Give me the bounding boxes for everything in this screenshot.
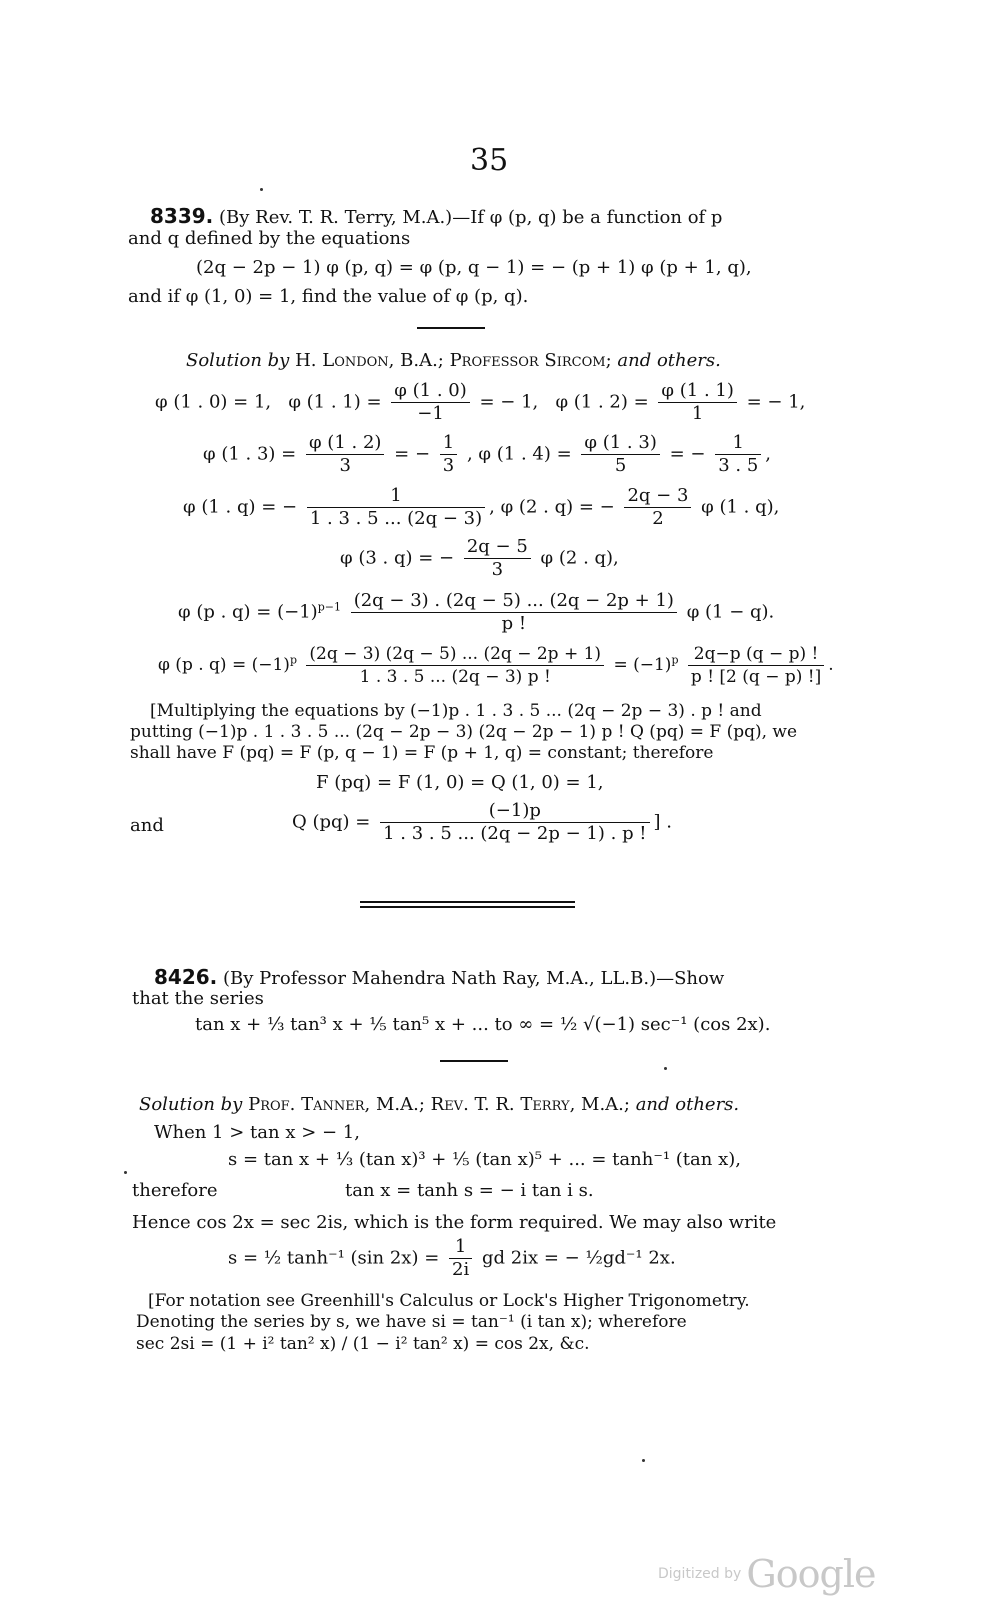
formula-text: φ (3 . q) = −: [340, 547, 455, 569]
exponent: p: [671, 653, 679, 667]
denominator: 3: [491, 559, 504, 580]
solution-line: Hence cos 2x = sec 2is, which is the form required. We may also write: [132, 1212, 777, 1233]
solution-line: When 1 > tan x > − 1,: [154, 1122, 360, 1143]
formula-text: = (−1): [613, 655, 672, 675]
exponent: p: [289, 653, 297, 667]
short-rule: [440, 1060, 508, 1062]
exponent: p−1: [317, 600, 341, 614]
fraction: [658, 380, 736, 425]
formula-row-3: [183, 485, 779, 530]
and-label: and: [130, 815, 164, 836]
digitized-watermark: [658, 1552, 875, 1596]
formula-q-pq: [292, 800, 672, 845]
denominator: 2: [652, 508, 664, 529]
formula-gd: [228, 1236, 676, 1281]
numerator: 2q−p (q − p) !: [688, 643, 824, 666]
numerator: (2q − 3) . (2q − 5) ... (2q − 2p + 1): [351, 590, 677, 613]
print-speck: [664, 1067, 667, 1070]
formula-text: ] .: [653, 811, 673, 833]
question-8426-line2: that the series: [132, 988, 264, 1009]
fraction: [391, 380, 469, 425]
denominator: p ! [2 (q − p) !]: [690, 667, 822, 687]
formula-text: = −: [669, 443, 706, 465]
question-number: 8339.: [150, 204, 214, 228]
question-8339-line1: [150, 205, 722, 229]
denominator: 1 . 3 . 5 ... (2q − 3): [309, 508, 483, 529]
notation-line1: [For notation see Greenhill's Calculus or Lock's Higher Trigonometry.: [148, 1291, 750, 1311]
denominator: −1: [417, 403, 444, 424]
print-speck: [260, 188, 263, 191]
question-number: 8426.: [154, 965, 218, 989]
solution-heading: [186, 350, 721, 372]
formula-text: = − 1,: [479, 391, 539, 413]
formula-text: , φ (1 . 4) =: [466, 443, 572, 465]
formula-text: φ (1 . 3) =: [203, 443, 297, 465]
denominator: 1 . 3 . 5 ... (2q − 3) p !: [359, 667, 551, 687]
fraction: [449, 1236, 472, 1281]
denominator: 1 . 3 . 5 ... (2q − 2p − 1) . p !: [383, 823, 647, 844]
numerator: 1: [440, 432, 457, 455]
fraction: [306, 643, 604, 688]
formula-text: φ (1 . 2) =: [555, 391, 649, 413]
formula-text: ,: [765, 443, 772, 465]
solution-others: and others.: [635, 1094, 740, 1115]
numerator: φ (1 . 0): [391, 380, 469, 403]
fraction: [688, 643, 824, 688]
watermark-prefix: Digitized by: [658, 1566, 742, 1582]
solution-by-label: Solution by: [186, 350, 290, 371]
solution-authors: Prof. Tanner, M.A.; Rev. T. R. Terry, M.A.;: [248, 1094, 630, 1115]
solution-by-label: Solution by: [139, 1094, 243, 1115]
solution-others: and others.: [617, 350, 721, 371]
notation-line3: sec 2si = (1 + i² tan² x) / (1 − i² tan² x) = cos 2x, &c.: [136, 1334, 590, 1354]
double-rule-top: [360, 901, 575, 903]
formula-row-2: [203, 432, 771, 477]
numerator: φ (1 . 3): [581, 432, 659, 455]
numerator: 1: [715, 432, 761, 455]
question-8339-line2: and q defined by the equations: [128, 228, 411, 249]
question-8426-line1: [154, 966, 724, 990]
formula-row-4: [340, 536, 619, 581]
question-text: (By Rev. T. R. Terry, M.A.)—If φ (p, q) be a function of p: [219, 207, 723, 228]
solution-line: s = tan x + ⅓ (tan x)³ + ⅕ (tan x)⁵ + ... = tanh⁻¹ (tan x),: [228, 1149, 741, 1170]
formula-row-5: [178, 590, 774, 635]
fraction: [715, 432, 761, 477]
denominator: 5: [614, 455, 627, 476]
solution-line: tan x = tanh s = − i tan i s.: [345, 1180, 594, 1201]
question-8339-line3: and if φ (1, 0) = 1, find the value of φ (p, q).: [128, 286, 529, 307]
formula-text: φ (2 . q),: [540, 547, 619, 569]
fraction: [306, 432, 384, 477]
numerator: (−1)p: [380, 800, 649, 823]
denominator: 3: [442, 455, 455, 476]
bracket-para-line3: shall have F (pq) = F (p, q − 1) = F (p + 1, q) = constant; therefore: [130, 743, 714, 763]
formula-text: gd 2ix = − ½gd⁻¹ 2x.: [481, 1247, 676, 1269]
formula-text: = −: [394, 443, 431, 465]
fraction: [351, 590, 677, 635]
numerator: φ (1 . 1): [658, 380, 736, 403]
formula-text: φ (1 . 1) =: [288, 391, 382, 413]
bracket-para-line2: putting (−1)p . 1 . 3 . 5 ... (2q − 2p − 3) (2q − 2p − 1) p ! Q (pq) = F (pq), we: [130, 722, 798, 742]
fraction: [464, 536, 531, 581]
numerator: 1: [449, 1236, 472, 1259]
numerator: φ (1 . 2): [306, 432, 384, 455]
formula-text: φ (1 . 0) = 1,: [155, 391, 272, 413]
formula-text: φ (p . q) = (−1): [158, 655, 290, 675]
solution-authors: H. London, B.A.; Professor Sircom;: [295, 350, 612, 371]
denominator: 1: [691, 403, 704, 424]
bracket-para-line4: F (pq) = F (1, 0) = Q (1, 0) = 1,: [316, 772, 604, 793]
formula-text: φ (1 − q).: [686, 601, 775, 623]
solution-heading: [139, 1094, 739, 1116]
fraction: [440, 432, 457, 477]
double-rule-bottom: [360, 906, 575, 908]
numerator: (2q − 3) (2q − 5) ... (2q − 2p + 1): [306, 643, 604, 666]
numerator: 2q − 3: [624, 485, 691, 508]
fraction: [624, 485, 691, 530]
short-rule: [417, 327, 485, 329]
formula-row-1: [155, 380, 805, 425]
question-8426-equation: tan x + ⅓ tan³ x + ⅕ tan⁵ x + ... to ∞ = ½ √(−1) sec⁻¹ (cos 2x).: [195, 1014, 771, 1035]
google-logo: Google: [746, 1552, 876, 1596]
formula-text: φ (1 . q),: [701, 496, 780, 518]
therefore-label: therefore: [132, 1180, 218, 1201]
formula-row-6: [158, 643, 834, 688]
question-text: (By Professor Mahendra Nath Ray, M.A., LL.B.)—Show: [223, 968, 725, 989]
notation-line2: Denoting the series by s, we have si = tan⁻¹ (i tan x); wherefore: [136, 1312, 687, 1332]
formula-text: .: [828, 655, 834, 675]
formula-text: s = ½ tanh⁻¹ (sin 2x) =: [228, 1247, 440, 1269]
denominator: 3: [339, 455, 351, 476]
print-speck: [642, 1459, 645, 1462]
print-speck: [124, 1171, 127, 1174]
bracket-para-line1: [Multiplying the equations by (−1)p . 1 . 3 . 5 ... (2q − 2p − 3) . p ! and: [150, 701, 762, 721]
fraction: [380, 800, 649, 845]
page-number: 35: [470, 143, 509, 178]
question-8339-equation: (2q − 2p − 1) φ (p, q) = φ (p, q − 1) = − (p + 1) φ (p + 1, q),: [196, 257, 752, 278]
denominator: 3 . 5: [718, 455, 759, 476]
numerator: 2q − 5: [464, 536, 531, 559]
formula-text: φ (p . q) = (−1): [178, 601, 318, 623]
formula-text: Q (pq) =: [292, 811, 371, 833]
denominator: 2i: [452, 1259, 470, 1280]
formula-text: = − 1,: [746, 391, 806, 413]
fraction: [307, 485, 485, 530]
denominator: p !: [501, 613, 527, 634]
formula-text: , φ (2 . q) = −: [489, 496, 615, 518]
fraction: [581, 432, 659, 477]
numerator: 1: [307, 485, 485, 508]
formula-text: φ (1 . q) = −: [183, 496, 298, 518]
